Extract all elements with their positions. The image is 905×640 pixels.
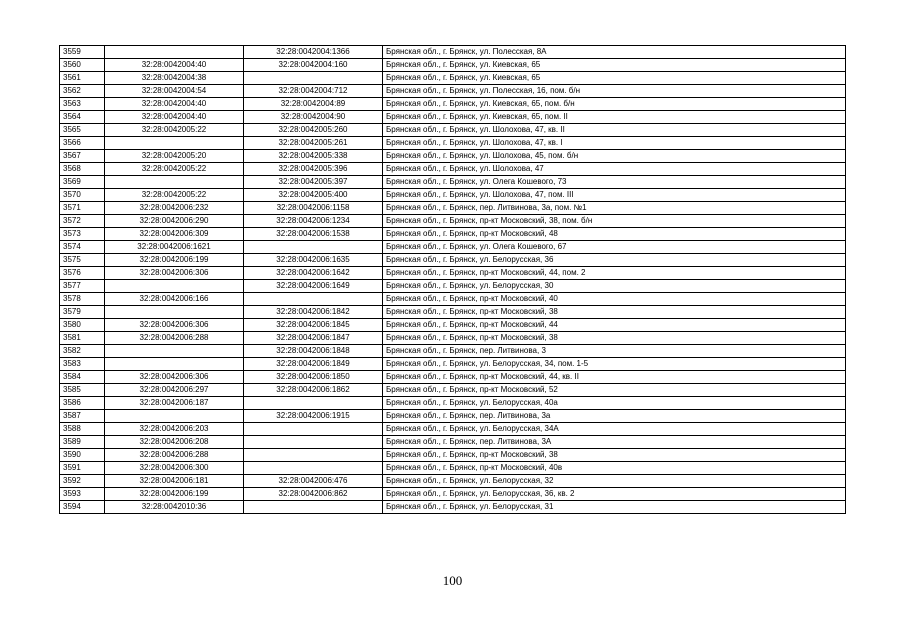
table-row bbox=[60, 358, 846, 371]
land-cadastral-number-cell bbox=[105, 410, 244, 423]
address-cell: Брянская обл., г. Брянск, ул. Шолохова, 45, пом. б/н bbox=[383, 150, 846, 163]
object-cadastral-number-cell: 32:28:0042004:160 bbox=[244, 59, 383, 72]
land-cadastral-number-cell bbox=[105, 306, 244, 319]
table-row bbox=[60, 254, 846, 267]
table-row bbox=[60, 475, 846, 488]
row-number-cell: 3567 bbox=[60, 150, 105, 163]
object-cadastral-number-cell: 32:28:0042006:1915 bbox=[244, 410, 383, 423]
object-cadastral-number-cell bbox=[244, 293, 383, 306]
table-row bbox=[60, 345, 846, 358]
row-number-cell: 3577 bbox=[60, 280, 105, 293]
address-cell: Брянская обл., г. Брянск, пр-кт Московский, 48 bbox=[383, 228, 846, 241]
row-number-cell: 3564 bbox=[60, 111, 105, 124]
table-row bbox=[60, 137, 846, 150]
object-cadastral-number-cell bbox=[244, 423, 383, 436]
table-row bbox=[60, 449, 846, 462]
row-number-cell: 3589 bbox=[60, 436, 105, 449]
object-cadastral-number-cell: 32:28:0042005:338 bbox=[244, 150, 383, 163]
table-row bbox=[60, 124, 846, 137]
address-cell: Брянская обл., г. Брянск, пр-кт Московский, 38 bbox=[383, 306, 846, 319]
land-cadastral-number-cell bbox=[105, 137, 244, 150]
object-cadastral-number-cell bbox=[244, 436, 383, 449]
land-cadastral-number-cell bbox=[105, 345, 244, 358]
table-row bbox=[60, 319, 846, 332]
object-cadastral-number-cell: 32:28:0042004:90 bbox=[244, 111, 383, 124]
table-row bbox=[60, 436, 846, 449]
object-cadastral-number-cell: 32:28:0042005:397 bbox=[244, 176, 383, 189]
table-row bbox=[60, 228, 846, 241]
land-cadastral-number-cell: 32:28:0042010:36 bbox=[105, 501, 244, 514]
row-number-cell: 3587 bbox=[60, 410, 105, 423]
row-number-cell: 3561 bbox=[60, 72, 105, 85]
row-number-cell: 3573 bbox=[60, 228, 105, 241]
object-cadastral-number-cell: 32:28:0042005:396 bbox=[244, 163, 383, 176]
object-cadastral-number-cell: 32:28:0042004:89 bbox=[244, 98, 383, 111]
land-cadastral-number-cell: 32:28:0042006:187 bbox=[105, 397, 244, 410]
object-cadastral-number-cell: 32:28:0042006:862 bbox=[244, 488, 383, 501]
object-cadastral-number-cell: 32:28:0042006:1642 bbox=[244, 267, 383, 280]
land-cadastral-number-cell: 32:28:0042006:288 bbox=[105, 449, 244, 462]
address-cell: Брянская обл., г. Брянск, ул. Олега Кошевого, 73 bbox=[383, 176, 846, 189]
address-cell: Брянская обл., г. Брянск, пр-кт Московский, 44, пом. 2 bbox=[383, 267, 846, 280]
object-cadastral-number-cell: 32:28:0042006:1842 bbox=[244, 306, 383, 319]
address-cell: Брянская обл., г. Брянск, ул. Киевская, 65 bbox=[383, 72, 846, 85]
object-cadastral-number-cell: 32:28:0042006:1158 bbox=[244, 202, 383, 215]
land-cadastral-number-cell bbox=[105, 46, 244, 59]
row-number-cell: 3574 bbox=[60, 241, 105, 254]
address-cell: Брянская обл., г. Брянск, пр-кт Московский, 40 bbox=[383, 293, 846, 306]
land-cadastral-number-cell: 32:28:0042006:290 bbox=[105, 215, 244, 228]
land-cadastral-number-cell: 32:28:0042006:306 bbox=[105, 319, 244, 332]
address-cell: Брянская обл., г. Брянск, пер. Литвинова, 3а bbox=[383, 410, 846, 423]
object-cadastral-number-cell bbox=[244, 501, 383, 514]
row-number-cell: 3583 bbox=[60, 358, 105, 371]
land-cadastral-number-cell: 32:28:0042006:208 bbox=[105, 436, 244, 449]
table-row bbox=[60, 85, 846, 98]
address-cell: Брянская обл., г. Брянск, пр-кт Московский, 44, кв. II bbox=[383, 371, 846, 384]
address-cell: Брянская обл., г. Брянск, ул. Киевская, 65 bbox=[383, 59, 846, 72]
row-number-cell: 3591 bbox=[60, 462, 105, 475]
land-cadastral-number-cell bbox=[105, 280, 244, 293]
table-row bbox=[60, 215, 846, 228]
table-row bbox=[60, 488, 846, 501]
row-number-cell: 3576 bbox=[60, 267, 105, 280]
table-row bbox=[60, 176, 846, 189]
address-cell: Брянская обл., г. Брянск, ул. Белорусская, 30 bbox=[383, 280, 846, 293]
object-cadastral-number-cell: 32:28:0042006:1538 bbox=[244, 228, 383, 241]
address-cell: Брянская обл., г. Брянск, ул. Шолохова, 47 bbox=[383, 163, 846, 176]
land-cadastral-number-cell: 32:28:0042004:54 bbox=[105, 85, 244, 98]
table-row bbox=[60, 423, 846, 436]
land-cadastral-number-cell: 32:28:0042006:288 bbox=[105, 332, 244, 345]
row-number-cell: 3594 bbox=[60, 501, 105, 514]
land-cadastral-number-cell: 32:28:0042005:22 bbox=[105, 163, 244, 176]
land-cadastral-number-cell: 32:28:0042005:20 bbox=[105, 150, 244, 163]
land-cadastral-number-cell: 32:28:0042006:306 bbox=[105, 371, 244, 384]
row-number-cell: 3588 bbox=[60, 423, 105, 436]
row-number-cell: 3593 bbox=[60, 488, 105, 501]
land-cadastral-number-cell: 32:28:0042005:22 bbox=[105, 189, 244, 202]
object-cadastral-number-cell: 32:28:0042006:1649 bbox=[244, 280, 383, 293]
row-number-cell: 3562 bbox=[60, 85, 105, 98]
object-cadastral-number-cell: 32:28:0042005:400 bbox=[244, 189, 383, 202]
object-cadastral-number-cell: 32:28:0042006:1847 bbox=[244, 332, 383, 345]
object-cadastral-number-cell: 32:28:0042006:1635 bbox=[244, 254, 383, 267]
object-cadastral-number-cell: 32:28:0042006:476 bbox=[244, 475, 383, 488]
address-cell: Брянская обл., г. Брянск, ул. Белорусская, 36 bbox=[383, 254, 846, 267]
table-row bbox=[60, 332, 846, 345]
table-row bbox=[60, 46, 846, 59]
land-cadastral-number-cell: 32:28:0042006:203 bbox=[105, 423, 244, 436]
address-cell: Брянская обл., г. Брянск, ул. Киевская, 65, пом. II bbox=[383, 111, 846, 124]
land-cadastral-number-cell: 32:28:0042004:38 bbox=[105, 72, 244, 85]
land-cadastral-number-cell: 32:28:0042004:40 bbox=[105, 59, 244, 72]
land-cadastral-number-cell: 32:28:0042006:309 bbox=[105, 228, 244, 241]
row-number-cell: 3569 bbox=[60, 176, 105, 189]
address-cell: Брянская обл., г. Брянск, пр-кт Московский, 38, пом. б/н bbox=[383, 215, 846, 228]
row-number-cell: 3571 bbox=[60, 202, 105, 215]
table-row bbox=[60, 72, 846, 85]
row-number-cell: 3584 bbox=[60, 371, 105, 384]
object-cadastral-number-cell: 32:28:0042006:1849 bbox=[244, 358, 383, 371]
row-number-cell: 3566 bbox=[60, 137, 105, 150]
land-cadastral-number-cell bbox=[105, 176, 244, 189]
object-cadastral-number-cell: 32:28:0042006:1845 bbox=[244, 319, 383, 332]
cadastral-table bbox=[59, 45, 846, 514]
row-number-cell: 3582 bbox=[60, 345, 105, 358]
address-cell: Брянская обл., г. Брянск, ул. Белорусская, 36, кв. 2 bbox=[383, 488, 846, 501]
row-number-cell: 3560 bbox=[60, 59, 105, 72]
address-cell: Брянская обл., г. Брянск, пр-кт Московский, 52 bbox=[383, 384, 846, 397]
row-number-cell: 3579 bbox=[60, 306, 105, 319]
address-cell: Брянская обл., г. Брянск, ул. Белорусская, 34А bbox=[383, 423, 846, 436]
object-cadastral-number-cell: 32:28:0042004:712 bbox=[244, 85, 383, 98]
table-row bbox=[60, 293, 846, 306]
row-number-cell: 3586 bbox=[60, 397, 105, 410]
land-cadastral-number-cell: 32:28:0042006:306 bbox=[105, 267, 244, 280]
address-cell: Брянская обл., г. Брянск, ул. Киевская, 65, пом. б/н bbox=[383, 98, 846, 111]
land-cadastral-number-cell: 32:28:0042006:181 bbox=[105, 475, 244, 488]
row-number-cell: 3592 bbox=[60, 475, 105, 488]
land-cadastral-number-cell: 32:28:0042004:40 bbox=[105, 98, 244, 111]
table-row bbox=[60, 202, 846, 215]
table-row bbox=[60, 59, 846, 72]
address-cell: Брянская обл., г. Брянск, ул. Полесская, 16, пом. б/н bbox=[383, 85, 846, 98]
table-row bbox=[60, 241, 846, 254]
address-cell: Брянская обл., г. Брянск, ул. Белорусская, 34, пом. 1-5 bbox=[383, 358, 846, 371]
address-cell: Брянская обл., г. Брянск, пер. Литвинова, 3 bbox=[383, 345, 846, 358]
address-cell: Брянская обл., г. Брянск, ул. Белорусская, 40а bbox=[383, 397, 846, 410]
address-cell: Брянская обл., г. Брянск, пр-кт Московский, 40в bbox=[383, 462, 846, 475]
object-cadastral-number-cell: 32:28:0042006:1862 bbox=[244, 384, 383, 397]
object-cadastral-number-cell bbox=[244, 449, 383, 462]
address-cell: Брянская обл., г. Брянск, пер. Литвинова, 3а, пом. №1 bbox=[383, 202, 846, 215]
address-cell: Брянская обл., г. Брянск, пер. Литвинова, 3А bbox=[383, 436, 846, 449]
object-cadastral-number-cell: 32:28:0042006:1848 bbox=[244, 345, 383, 358]
object-cadastral-number-cell bbox=[244, 72, 383, 85]
object-cadastral-number-cell: 32:28:0042006:1850 bbox=[244, 371, 383, 384]
table-row bbox=[60, 462, 846, 475]
object-cadastral-number-cell: 32:28:0042004:1366 bbox=[244, 46, 383, 59]
address-cell: Брянская обл., г. Брянск, ул. Шолохова, 47, кв. II bbox=[383, 124, 846, 137]
land-cadastral-number-cell: 32:28:0042005:22 bbox=[105, 124, 244, 137]
row-number-cell: 3570 bbox=[60, 189, 105, 202]
object-cadastral-number-cell bbox=[244, 462, 383, 475]
table-row bbox=[60, 98, 846, 111]
address-cell: Брянская обл., г. Брянск, пр-кт Московский, 44 bbox=[383, 319, 846, 332]
table-body bbox=[60, 46, 846, 514]
table-row bbox=[60, 267, 846, 280]
table-row bbox=[60, 397, 846, 410]
land-cadastral-number-cell: 32:28:0042006:1621 bbox=[105, 241, 244, 254]
row-number-cell: 3575 bbox=[60, 254, 105, 267]
land-cadastral-number-cell: 32:28:0042006:199 bbox=[105, 488, 244, 501]
table-row bbox=[60, 189, 846, 202]
land-cadastral-number-cell: 32:28:0042006:166 bbox=[105, 293, 244, 306]
land-cadastral-number-cell: 32:28:0042004:40 bbox=[105, 111, 244, 124]
table-row bbox=[60, 111, 846, 124]
row-number-cell: 3572 bbox=[60, 215, 105, 228]
address-cell: Брянская обл., г. Брянск, ул. Полесская, 8А bbox=[383, 46, 846, 59]
row-number-cell: 3568 bbox=[60, 163, 105, 176]
table-row bbox=[60, 280, 846, 293]
object-cadastral-number-cell: 32:28:0042005:261 bbox=[244, 137, 383, 150]
address-cell: Брянская обл., г. Брянск, ул. Белорусская, 31 bbox=[383, 501, 846, 514]
address-cell: Брянская обл., г. Брянск, ул. Белорусская, 32 bbox=[383, 475, 846, 488]
land-cadastral-number-cell: 32:28:0042006:297 bbox=[105, 384, 244, 397]
table-row bbox=[60, 501, 846, 514]
row-number-cell: 3590 bbox=[60, 449, 105, 462]
address-cell: Брянская обл., г. Брянск, ул. Шолохова, 47, кв. I bbox=[383, 137, 846, 150]
object-cadastral-number-cell bbox=[244, 397, 383, 410]
land-cadastral-number-cell: 32:28:0042006:300 bbox=[105, 462, 244, 475]
table-row bbox=[60, 150, 846, 163]
address-cell: Брянская обл., г. Брянск, пр-кт Московский, 38 bbox=[383, 449, 846, 462]
table-row bbox=[60, 410, 846, 423]
address-cell: Брянская обл., г. Брянск, ул. Шолохова, 47, пом. III bbox=[383, 189, 846, 202]
object-cadastral-number-cell bbox=[244, 241, 383, 254]
address-cell: Брянская обл., г. Брянск, пр-кт Московский, 38 bbox=[383, 332, 846, 345]
object-cadastral-number-cell: 32:28:0042006:1234 bbox=[244, 215, 383, 228]
row-number-cell: 3578 bbox=[60, 293, 105, 306]
row-number-cell: 3585 bbox=[60, 384, 105, 397]
land-cadastral-number-cell bbox=[105, 358, 244, 371]
table-row bbox=[60, 306, 846, 319]
table-row bbox=[60, 371, 846, 384]
table-row bbox=[60, 163, 846, 176]
row-number-cell: 3565 bbox=[60, 124, 105, 137]
table-row bbox=[60, 384, 846, 397]
land-cadastral-number-cell: 32:28:0042006:199 bbox=[105, 254, 244, 267]
row-number-cell: 3559 bbox=[60, 46, 105, 59]
page-number: 100 bbox=[442, 573, 463, 588]
row-number-cell: 3580 bbox=[60, 319, 105, 332]
land-cadastral-number-cell: 32:28:0042006:232 bbox=[105, 202, 244, 215]
row-number-cell: 3563 bbox=[60, 98, 105, 111]
address-cell: Брянская обл., г. Брянск, ул. Олега Кошевого, 67 bbox=[383, 241, 846, 254]
object-cadastral-number-cell: 32:28:0042005:260 bbox=[244, 124, 383, 137]
row-number-cell: 3581 bbox=[60, 332, 105, 345]
